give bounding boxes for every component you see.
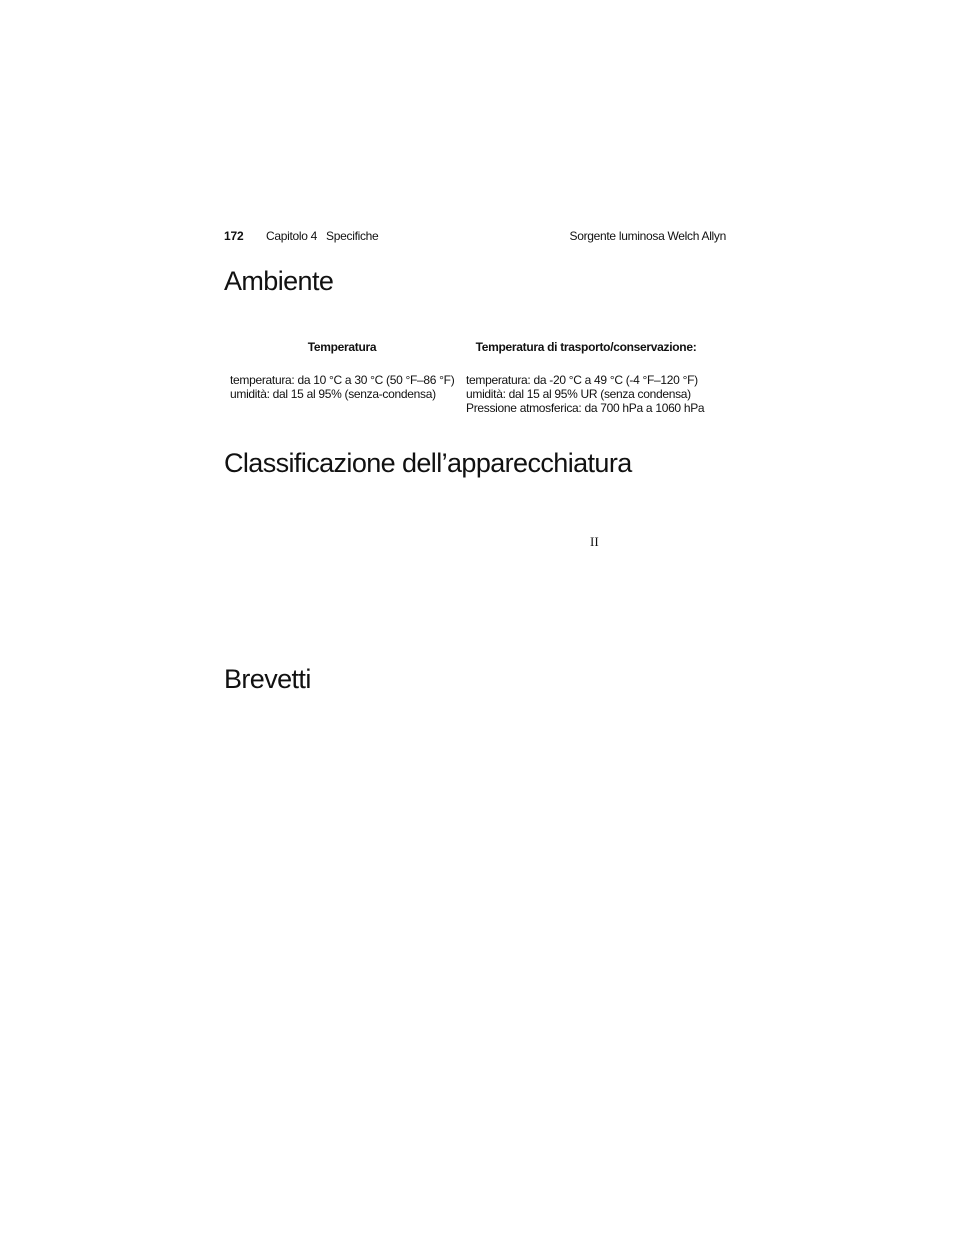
- equipment-class-value: II: [590, 534, 599, 549]
- storage-humidity-range: umidità: dal 15 al 95% UR (senza condensa): [466, 387, 691, 401]
- chapter-label: [266, 229, 378, 243]
- storage-temperature-range: temperatura: da -20 °C a 49 °C (-4 °F–120 °F): [466, 373, 698, 387]
- section-heading-patents: Brevetti: [224, 664, 311, 694]
- section-heading-environment: Ambiente: [224, 266, 334, 296]
- table-header-operating-temperature: Temperatura: [307, 340, 377, 354]
- operating-humidity-range: umidità: dal 15 al 95% (senza-condensa): [230, 387, 436, 401]
- operating-temperature-range: temperatura: da 10 °C a 30 °C (50 °F–86 °F): [230, 373, 455, 387]
- table-header-storage-temperature: Temperatura di trasporto/conservazione:: [475, 340, 697, 354]
- storage-pressure-range: Pressione atmosferica: da 700 hPa a 1060 hPa: [466, 401, 705, 415]
- chapter-title: Specifiche: [326, 229, 379, 243]
- table-cell-storage: [466, 373, 704, 415]
- page-number: 172: [224, 229, 244, 243]
- section-heading-classification: Classificazione dell’apparecchiatura: [224, 448, 632, 478]
- chapter-number: Capitolo 4: [266, 229, 318, 243]
- table-cell-operating: [230, 373, 454, 401]
- product-name: Sorgente luminosa Welch Allyn: [569, 229, 726, 243]
